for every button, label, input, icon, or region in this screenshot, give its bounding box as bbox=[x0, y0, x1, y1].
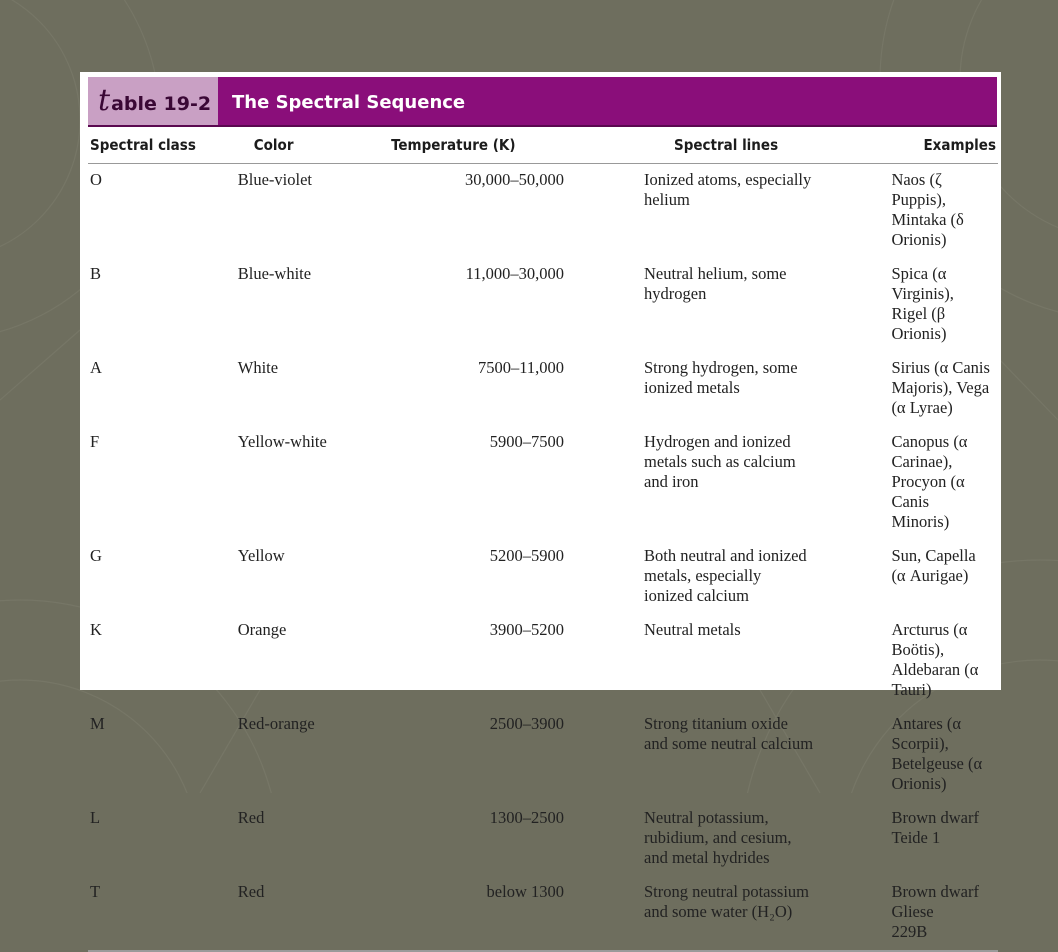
cell-spectral-lines-line: rubidium, and cesium, bbox=[644, 828, 792, 847]
cell-examples bbox=[889, 426, 998, 540]
table-title-bar bbox=[88, 77, 997, 127]
table-card bbox=[80, 72, 1001, 941]
header-examples: Examples bbox=[889, 132, 998, 164]
cell-spectral-class-line: A bbox=[90, 358, 102, 377]
header-spectral-class: Spectral class bbox=[88, 132, 236, 164]
table-row bbox=[88, 426, 998, 540]
cell-spectral-lines-line: Strong hydrogen, some bbox=[644, 358, 798, 377]
cell-temperature bbox=[389, 876, 642, 951]
cell-examples-line: Procyon (α Canis bbox=[891, 472, 965, 511]
cell-spectral-class-line: G bbox=[90, 546, 102, 565]
cell-temperature-line: 5900–7500 bbox=[489, 432, 564, 451]
cell-color-line: Yellow-white bbox=[237, 432, 327, 451]
cell-spectral-lines-line: ionized metals bbox=[644, 378, 740, 397]
cell-examples-line: Brown dwarf Teide 1 bbox=[891, 808, 979, 847]
cell-temperature-line: 2500–3900 bbox=[489, 714, 564, 733]
cell-color bbox=[236, 708, 389, 802]
cell-temperature-line: 3900–5200 bbox=[489, 620, 564, 639]
table-row bbox=[88, 258, 998, 352]
cell-examples bbox=[889, 258, 998, 352]
cell-color-line: Blue-white bbox=[237, 264, 312, 283]
cell-spectral-lines-line: and metal hydrides bbox=[644, 848, 770, 867]
cell-spectral-lines bbox=[642, 876, 889, 951]
table-body bbox=[88, 164, 998, 952]
cell-spectral-class-line: B bbox=[90, 264, 102, 283]
cell-color-line: Orange bbox=[237, 620, 287, 639]
cell-spectral-class-line: K bbox=[90, 620, 102, 639]
cell-color bbox=[236, 802, 389, 876]
cell-examples-line: (α Lyrae) bbox=[891, 398, 953, 417]
cell-spectral-lines bbox=[642, 614, 889, 708]
cell-examples bbox=[889, 876, 998, 951]
cell-spectral-class bbox=[88, 540, 236, 614]
cell-spectral-class-line: M bbox=[90, 714, 105, 733]
cell-spectral-lines-line: metals such as calcium bbox=[644, 452, 796, 471]
cell-spectral-class bbox=[88, 708, 236, 802]
cell-examples-line: Naos (ζ Puppis), bbox=[891, 170, 946, 209]
table-title: The Spectral Sequence bbox=[232, 92, 466, 113]
cell-examples-line: 229B bbox=[891, 922, 928, 941]
cell-spectral-lines-line: Neutral metals bbox=[644, 620, 741, 639]
cell-color bbox=[236, 876, 389, 951]
cell-examples-line: Mintaka (δ Orionis) bbox=[891, 210, 964, 249]
table-row bbox=[88, 164, 998, 259]
table-row bbox=[88, 876, 998, 951]
cell-temperature-line: 11,000–30,000 bbox=[465, 264, 564, 283]
cell-examples bbox=[889, 614, 998, 708]
cell-spectral-lines-line: and some neutral calcium bbox=[644, 734, 814, 753]
cell-spectral-lines-line: metals, especially bbox=[644, 566, 762, 585]
cell-examples-line: Minoris) bbox=[891, 512, 950, 531]
cell-spectral-lines-line: Hydrogen and ionized bbox=[644, 432, 791, 451]
cell-temperature bbox=[389, 708, 642, 802]
cell-spectral-class bbox=[88, 802, 236, 876]
table-number-initial: t bbox=[98, 83, 111, 118]
cell-spectral-class bbox=[88, 614, 236, 708]
cell-spectral-class bbox=[88, 876, 236, 951]
cell-temperature bbox=[389, 540, 642, 614]
cell-temperature bbox=[389, 802, 642, 876]
cell-examples-line: Antares (α Scorpii), bbox=[891, 714, 962, 753]
table-row bbox=[88, 352, 998, 426]
cell-spectral-class bbox=[88, 164, 236, 259]
cell-spectral-lines-line: and iron bbox=[644, 472, 699, 491]
cell-color bbox=[236, 540, 389, 614]
cell-examples-line: Rigel (β Orionis) bbox=[891, 304, 947, 343]
cell-examples-line: Aldebaran (α Tauri) bbox=[891, 660, 979, 699]
cell-temperature bbox=[389, 352, 642, 426]
cell-spectral-lines bbox=[642, 426, 889, 540]
cell-spectral-lines-line: Neutral helium, some bbox=[644, 264, 787, 283]
cell-color-line: Yellow bbox=[237, 546, 285, 565]
table-row bbox=[88, 614, 998, 708]
cell-color bbox=[236, 426, 389, 540]
cell-examples bbox=[889, 164, 998, 259]
cell-color bbox=[236, 164, 389, 259]
cell-spectral-lines-line: helium bbox=[644, 190, 690, 209]
cell-examples-line: Sirius (α Canis bbox=[891, 358, 990, 377]
cell-examples bbox=[889, 708, 998, 802]
cell-examples-line: Canopus (α Carinae), bbox=[891, 432, 968, 471]
cell-spectral-lines bbox=[642, 540, 889, 614]
spectral-sequence-table bbox=[88, 132, 998, 952]
cell-spectral-class bbox=[88, 352, 236, 426]
cell-temperature-line: 1300–2500 bbox=[489, 808, 564, 827]
cell-temperature bbox=[389, 614, 642, 708]
cell-spectral-lines bbox=[642, 258, 889, 352]
table-row bbox=[88, 708, 998, 802]
cell-temperature bbox=[389, 164, 642, 259]
cell-temperature-line: 30,000–50,000 bbox=[465, 170, 564, 189]
cell-examples bbox=[889, 540, 998, 614]
header-row bbox=[88, 132, 998, 164]
cell-spectral-lines-line: hydrogen bbox=[644, 284, 707, 303]
table-row bbox=[88, 540, 998, 614]
cell-spectral-lines bbox=[642, 708, 889, 802]
cell-color bbox=[236, 614, 389, 708]
cell-color-line: Blue-violet bbox=[237, 170, 312, 189]
cell-spectral-lines-line: Ionized atoms, especially bbox=[644, 170, 812, 189]
cell-spectral-class bbox=[88, 426, 236, 540]
cell-examples bbox=[889, 352, 998, 426]
cell-color-line: White bbox=[237, 358, 279, 377]
cell-temperature-line: 7500–11,000 bbox=[477, 358, 564, 377]
cell-temperature-line: 5200–5900 bbox=[489, 546, 564, 565]
cell-color-line: Red-orange bbox=[237, 714, 315, 733]
cell-spectral-class-line: O bbox=[90, 170, 102, 189]
cell-spectral-lines-line: Neutral potassium, bbox=[644, 808, 769, 827]
cell-spectral-lines-line: Strong titanium oxide bbox=[644, 714, 788, 733]
cell-examples-line: Brown dwarf Gliese bbox=[891, 882, 979, 921]
cell-spectral-lines-line: Strong neutral potassium bbox=[644, 882, 809, 901]
cell-examples-line: Spica (α Virginis), bbox=[891, 264, 954, 303]
cell-temperature bbox=[389, 426, 642, 540]
cell-spectral-lines-line: and some water (H₂O) bbox=[644, 902, 793, 921]
cell-temperature bbox=[389, 258, 642, 352]
cell-examples-line: Sun, Capella bbox=[891, 546, 976, 565]
cell-examples-line: (α Aurigae) bbox=[891, 566, 969, 585]
cell-spectral-class bbox=[88, 258, 236, 352]
cell-spectral-class-line: F bbox=[90, 432, 100, 451]
table-number: able 19-2 bbox=[111, 93, 212, 115]
cell-spectral-lines-line: Both neutral and ionized bbox=[644, 546, 807, 565]
cell-examples-line: Majoris), Vega bbox=[891, 378, 990, 397]
header-color: Color bbox=[236, 132, 389, 164]
header-spectral-lines: Spectral lines bbox=[642, 132, 889, 164]
header-temperature: Temperature (K) bbox=[389, 132, 642, 164]
cell-spectral-lines bbox=[642, 802, 889, 876]
cell-spectral-lines-line: ionized calcium bbox=[644, 586, 749, 605]
cell-spectral-class-line: T bbox=[90, 882, 101, 901]
cell-spectral-lines bbox=[642, 352, 889, 426]
table-row bbox=[88, 802, 998, 876]
cell-examples bbox=[889, 802, 998, 876]
cell-spectral-class-line: L bbox=[90, 808, 101, 827]
cell-color-line: Red bbox=[237, 808, 265, 827]
cell-examples-line: Arcturus (α Boötis), bbox=[891, 620, 968, 659]
cell-color bbox=[236, 258, 389, 352]
table-number-tab bbox=[88, 77, 218, 125]
cell-color bbox=[236, 352, 389, 426]
cell-examples-line: Betelgeuse (α Orionis) bbox=[891, 754, 983, 793]
cell-temperature-line: below 1300 bbox=[486, 882, 564, 901]
cell-spectral-lines bbox=[642, 164, 889, 259]
cell-color-line: Red bbox=[237, 882, 265, 901]
